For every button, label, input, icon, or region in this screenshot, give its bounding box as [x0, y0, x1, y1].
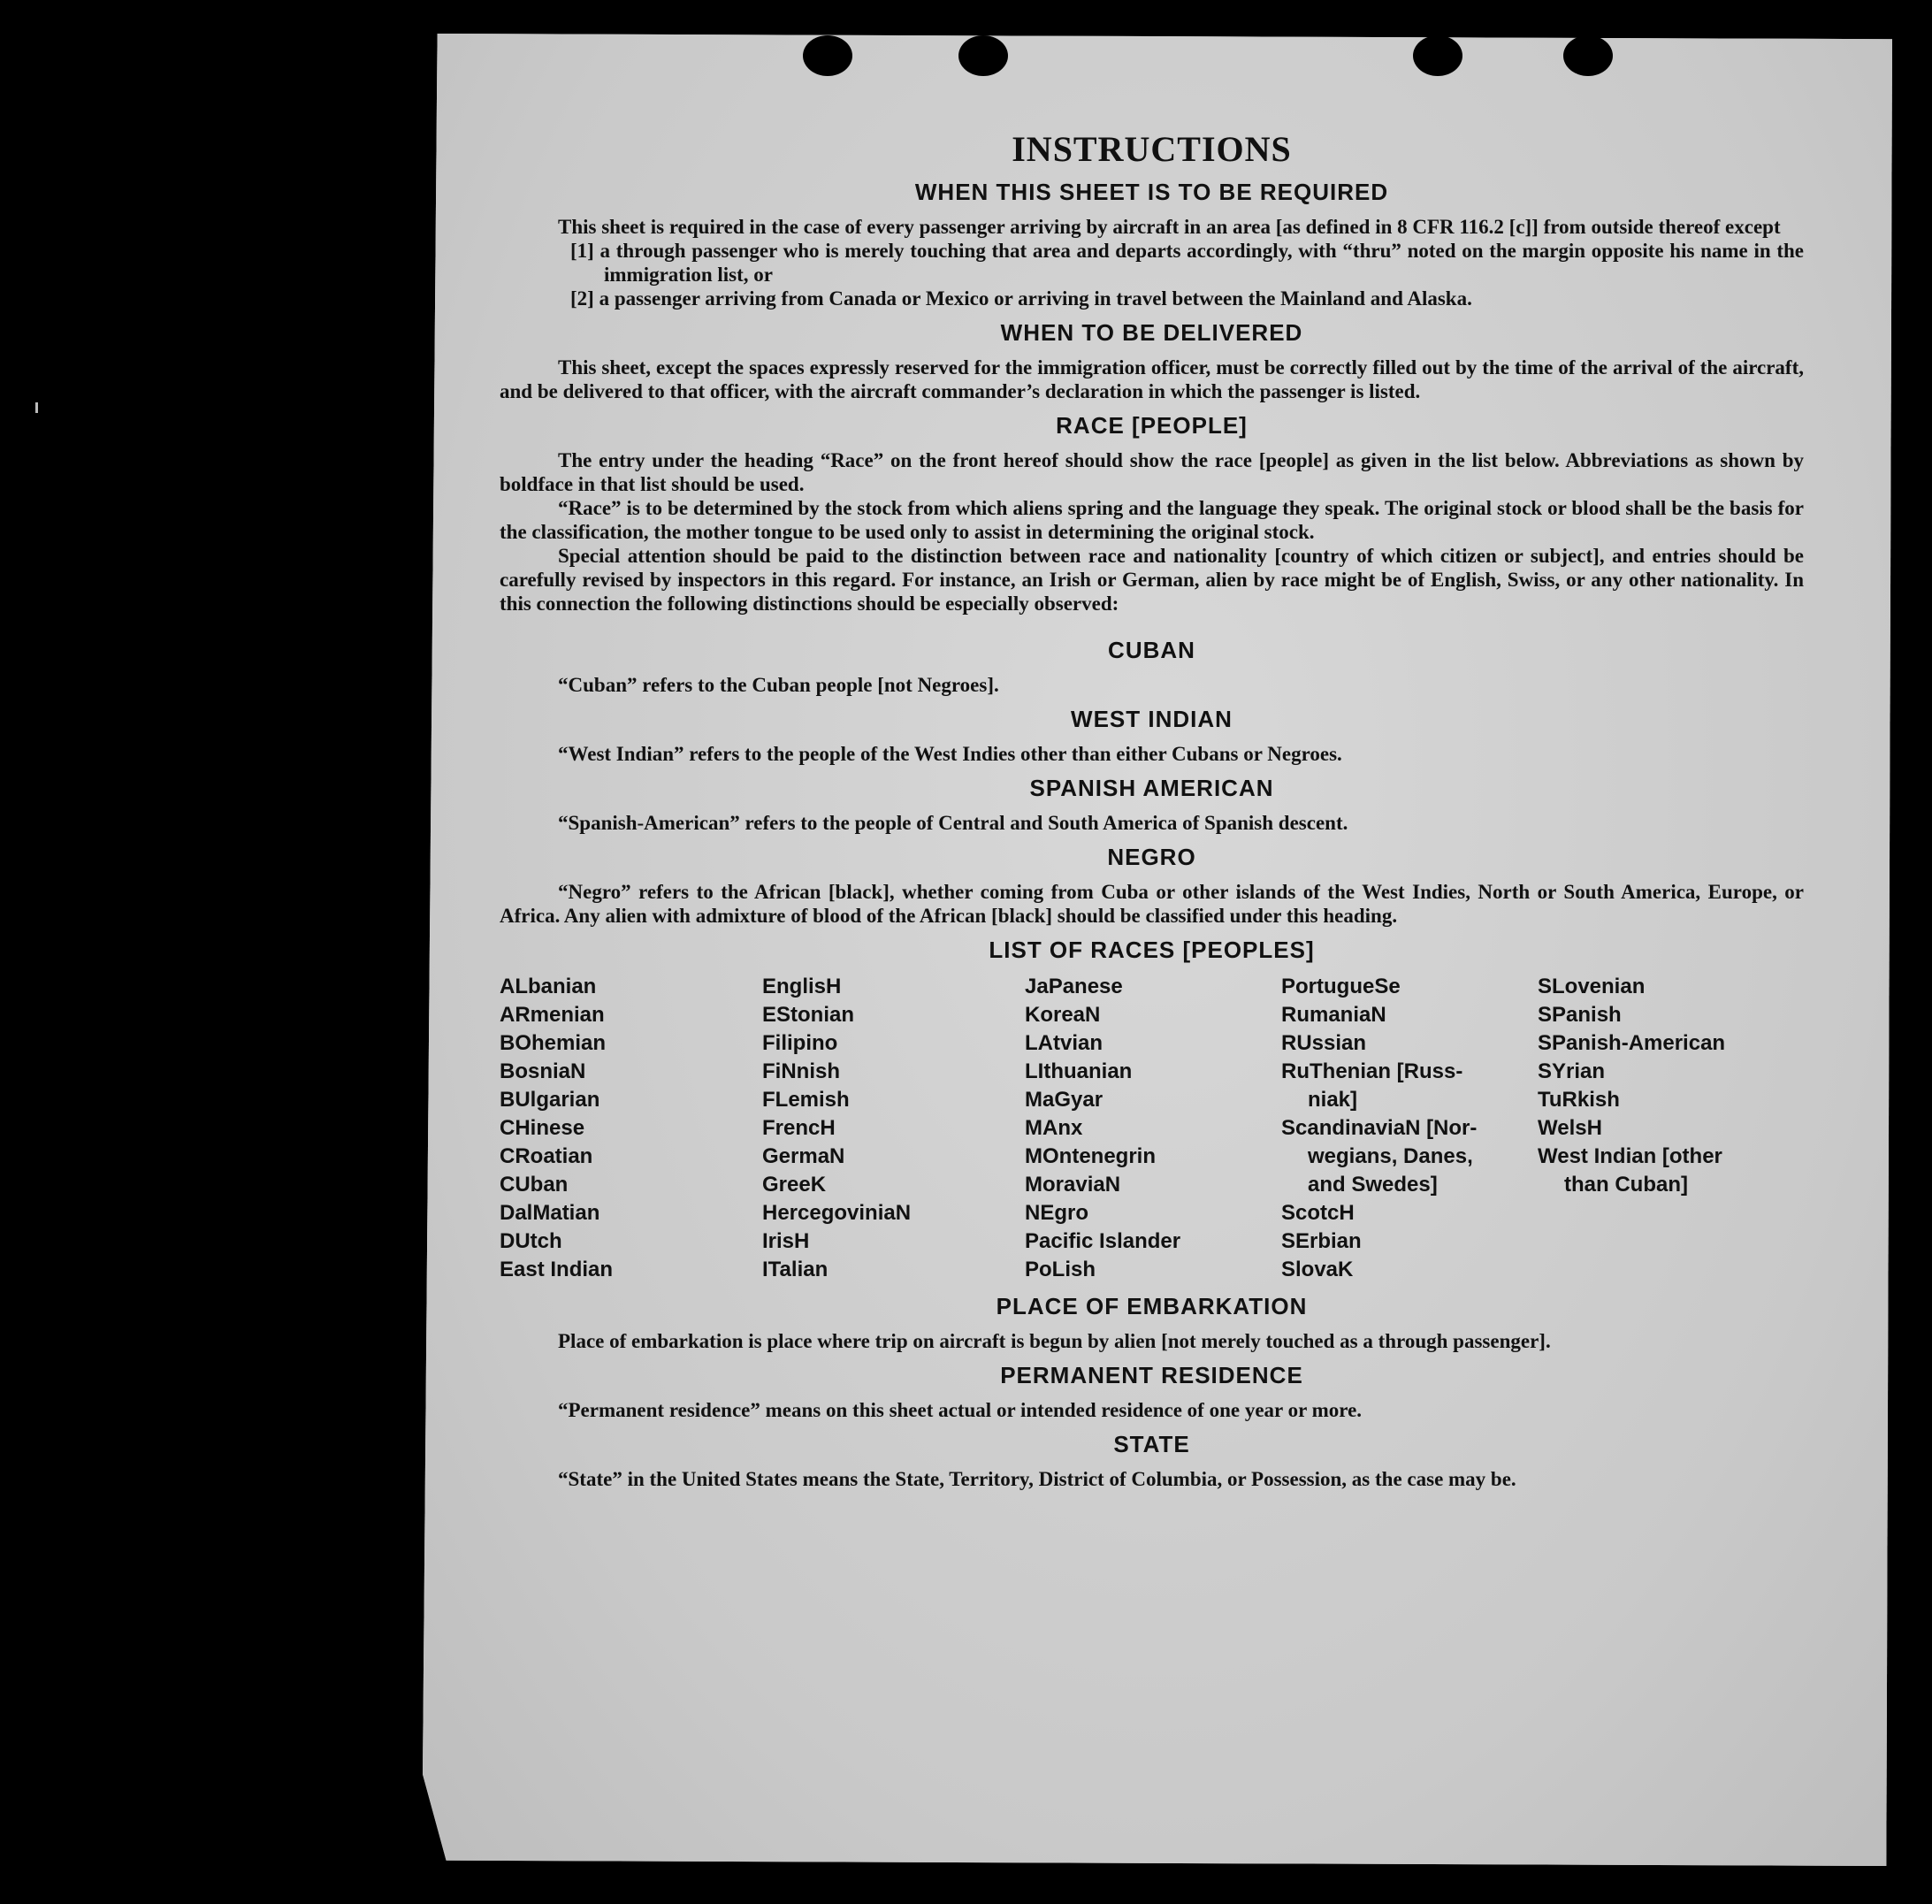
race-entry: BUlgarian — [500, 1088, 600, 1112]
race-entry: SErbian — [1281, 1229, 1362, 1253]
punch-hole — [958, 35, 1008, 76]
race-entry: ITalian — [762, 1258, 829, 1281]
spanish-american-text: “Spanish-American” refers to the people of Central and South America of Spanish descent. — [558, 812, 1348, 834]
race-entry: JaPanese — [1025, 975, 1123, 998]
punch-hole — [803, 35, 852, 76]
exception-item: [2] a passenger arriving from Canada or Mexico or arriving in travel between the Mainland and Alaska. — [570, 287, 1472, 310]
punch-hole — [1563, 35, 1613, 76]
race-entry: MaGyar — [1025, 1088, 1103, 1112]
punch-hole — [1413, 35, 1462, 76]
race-paragraph: Special attention should be paid to the distinction between race and nationality [country of which citizen or subject], and entries should be carefully revised by inspectors in this regard. For instance, an Irish or German, alien by race might be of English, Swiss, or any other nationality. In this connection the following distinctions should be especially observed: — [500, 545, 1804, 615]
race-entry: DalMatian — [500, 1201, 600, 1225]
when-delivered-text: This sheet, except the spaces expressly reserved for the immigration officer, must be correctly filled out by the time of the arrival of the aircraft, and be delivered to that officer, with the aircraft commander’s declaration in which the passenger is listed. — [500, 356, 1804, 402]
race-entry: PoLish — [1025, 1258, 1096, 1281]
race-entry: LAtvian — [1025, 1031, 1103, 1055]
race-entry: West Indian [other — [1538, 1144, 1722, 1168]
race-entry: CRoatian — [500, 1144, 593, 1168]
scan-mark — [35, 402, 38, 413]
races-column — [1281, 973, 1538, 1284]
race-entry: GreeK — [762, 1173, 827, 1197]
race-entry: ALbanian — [500, 975, 597, 998]
state-text: “State” in the United States means the State, Territory, District of Columbia, or Possession, as the case may be. — [558, 1468, 1516, 1490]
place-of-embarkation-text: Place of embarkation is place where trip on aircraft is begun by alien [not merely touched as a through passenger]. — [558, 1330, 1551, 1352]
when-required-intro: This sheet is required in the case of every passenger arriving by aircraft in an area [as defined in 8 CFR 116.2 [c]] from outside thereof except — [558, 216, 1781, 238]
race-entry: ARmenian — [500, 1003, 605, 1027]
race-entry: than Cuban] — [1564, 1173, 1688, 1197]
race-entry: niak] — [1308, 1088, 1358, 1112]
race-entry: RumaniaN — [1281, 1003, 1386, 1027]
race-entry: CHinese — [500, 1116, 585, 1140]
race-entry: BOhemian — [500, 1031, 607, 1055]
heading-when-delivered: WHEN TO BE DELIVERED — [1000, 319, 1303, 346]
race-entry: SYrian — [1538, 1059, 1606, 1083]
heading-state: STATE — [1113, 1431, 1190, 1457]
race-entry: TuRkish — [1538, 1088, 1620, 1112]
race-entry: SPanish — [1538, 1003, 1622, 1027]
race-paragraph: “Race” is to be determined by the stock from which aliens spring and the language they speak. The original stock or blood shall be the basis for the classification, the mother tongue to be used only to assist in determining the original stock. — [500, 497, 1804, 543]
race-entry: RuThenian [Russ- — [1281, 1059, 1463, 1083]
race-entry: SPanish-American — [1538, 1031, 1726, 1055]
heading-negro: NEGRO — [1107, 844, 1196, 870]
negro-text: “Negro” refers to the African [black], whether coming from Cuba or other islands of the West Indies, North or South America, Europe, or Africa. Any alien with admixture of blood of the African [black] should be classified under this heading. — [500, 881, 1804, 927]
race-entry: Pacific Islander — [1025, 1229, 1181, 1253]
race-entry: BosniaN — [500, 1059, 586, 1083]
race-entry: SLovenian — [1538, 975, 1646, 998]
race-entry: PortugueSe — [1281, 975, 1401, 998]
race-entry: WelsH — [1538, 1116, 1602, 1140]
heading-spanish-american: SPANISH AMERICAN — [1029, 775, 1274, 801]
race-entry: MOntenegrin — [1025, 1144, 1156, 1168]
heading-when-required: WHEN THIS SHEET IS TO BE REQUIRED — [914, 179, 1389, 205]
race-entry: FLemish — [762, 1088, 850, 1112]
heading-permanent-residence: PERMANENT RESIDENCE — [1000, 1362, 1303, 1388]
race-entry: wegians, Danes, — [1308, 1144, 1473, 1168]
race-entry: East Indian — [500, 1258, 614, 1281]
races-column — [500, 973, 762, 1284]
race-entry: DUtch — [500, 1229, 562, 1253]
races-list — [500, 973, 1804, 1284]
races-column — [1025, 973, 1281, 1284]
race-entry: SlovaK — [1281, 1258, 1354, 1281]
race-entry: FiNnish — [762, 1059, 840, 1083]
page-title: INSTRUCTIONS — [1012, 129, 1292, 169]
heading-cuban: CUBAN — [1108, 637, 1195, 663]
heading-list-of-races: LIST OF RACES [PEOPLES] — [989, 937, 1315, 963]
cuban-text: “Cuban” refers to the Cuban people [not Negroes]. — [558, 674, 999, 696]
race-entry: CUban — [500, 1173, 569, 1197]
race-entry: EnglisH — [762, 975, 842, 998]
permanent-residence-text: “Permanent residence” means on this sheet actual or intended residence of one year or more. — [558, 1399, 1363, 1421]
race-entry: LIthuanian — [1025, 1059, 1133, 1083]
heading-place-of-embarkation: PLACE OF EMBARKATION — [996, 1293, 1308, 1319]
race-entry: NEgro — [1025, 1201, 1088, 1225]
heading-west-indian: WEST INDIAN — [1071, 706, 1233, 732]
race-entry: MoraviaN — [1025, 1173, 1121, 1197]
race-entry: KoreaN — [1025, 1003, 1101, 1027]
race-entry: EStonian — [762, 1003, 855, 1027]
race-entry: HercegovіniaN — [762, 1201, 912, 1225]
race-entry: Filipino — [762, 1031, 838, 1055]
race-entry: MAnx — [1025, 1116, 1083, 1140]
heading-race: RACE [PEOPLE] — [1056, 412, 1248, 439]
races-column — [1538, 973, 1785, 1284]
exception-item: [1] a through passenger who is merely touching that area and departs accordingly, with “thru” noted on the margin opposite his name in the immigration list, or — [570, 240, 1804, 286]
race-entry: and Swedes] — [1308, 1173, 1438, 1197]
race-entry: IrisH — [762, 1229, 810, 1253]
races-column — [762, 973, 1025, 1284]
instructions-content — [500, 128, 1804, 1491]
race-entry: RUssian — [1281, 1031, 1367, 1055]
race-entry: ScotcH — [1281, 1201, 1355, 1225]
race-paragraph: The entry under the heading “Race” on the front hereof should show the race [people] as given in the list below. Abbreviations as shown by boldface in that list should be used. — [500, 449, 1804, 495]
race-entry: ScandinaviaN [Nor- — [1281, 1116, 1478, 1140]
race-entry: FrencH — [762, 1116, 836, 1140]
west-indian-text: “West Indian” refers to the people of the West Indies other than either Cubans or Negroes. — [558, 743, 1342, 765]
race-entry: GermaN — [762, 1144, 845, 1168]
